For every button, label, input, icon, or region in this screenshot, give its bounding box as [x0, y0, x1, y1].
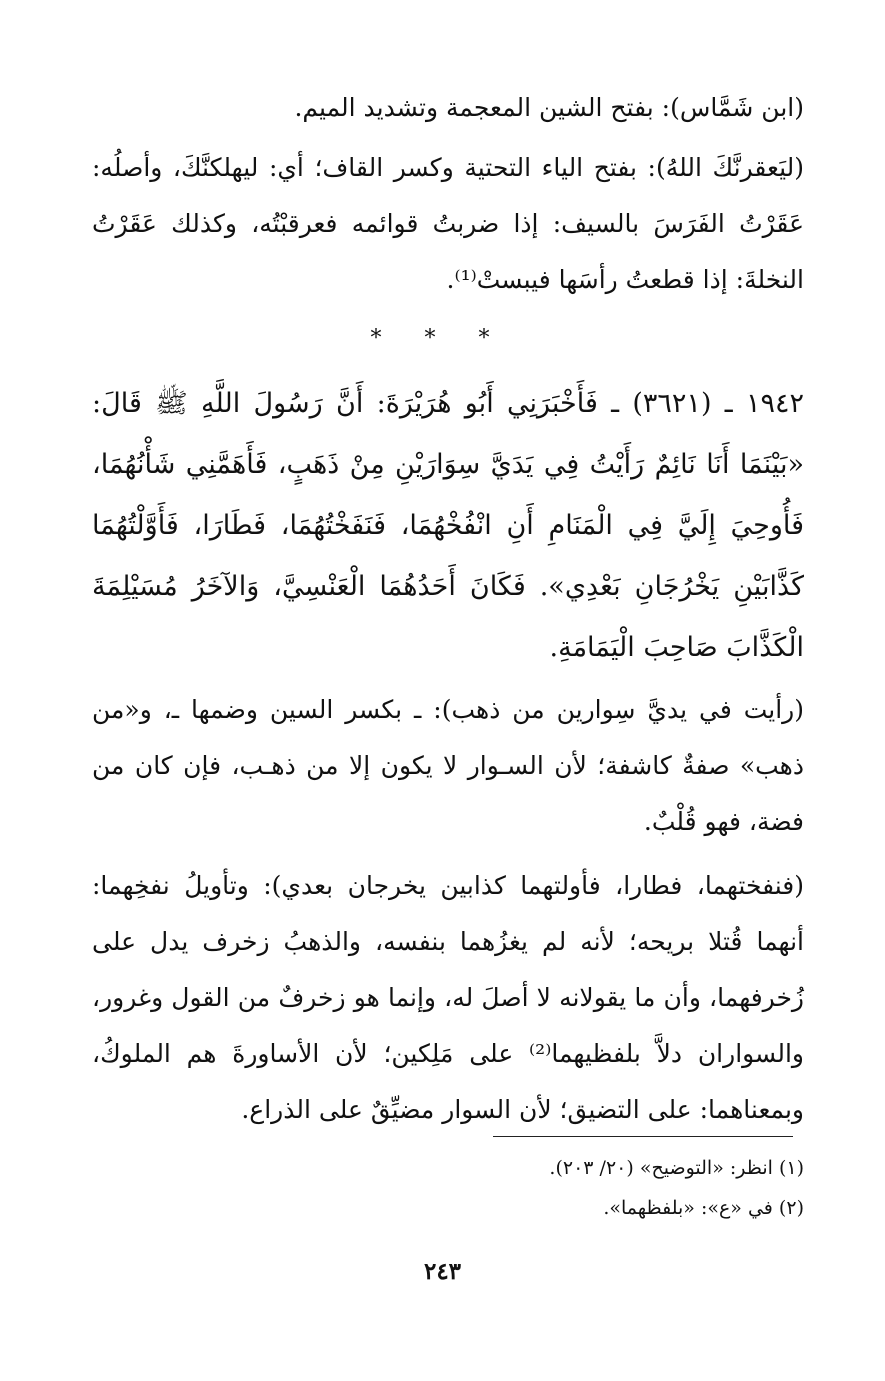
footnotes — [92, 1148, 804, 1228]
footnote-divider — [493, 1136, 793, 1137]
paragraph-yaqiranna: (ليَعقرنَّكَ اللهُ): بفتح الياء التحتية وكسر القاف؛ أي: ليهلكنَّكَ، وأصلُه: عَقَرْتُ الفَرَسَ بالسيف: إذا ضربتُ قوائمه فعرقبْتُه، وكذلك عَقَرْتُ النخلةَ: إذا قطعتُ رأسَها فيبستْ⁽¹⁾. — [92, 153, 804, 294]
page-number: ٢٤٣ — [423, 1258, 462, 1285]
paragraph-ibn-shammas: (ابن شَمَّاس): بفتح الشين المعجمة وتشديد الميم. — [294, 93, 804, 122]
paragraph-nafakhtuhuma: (فنفختهما، فطارا، فأولتهما كذابين يخرجان بعدي): وتأويلُ نفخِهما: أنهما قُتلا بريحه؛ لأنه لم يغزُهما بنفسه، والذهبُ زخرف يدل على زُخرفهما، وأن ما يقولانه لا أصلَ له، وإنما هو زخرفٌ من القول وغرور، والسواران دلاَّ بلفظيهما⁽²⁾ على مَلِكين؛ لأن الأساورةَ هم الملوكُ، وبمعناهما: على التضيق؛ لأن السوار مضيِّقٌ على الذراع. — [92, 871, 804, 1124]
footnote-2: (٢) في «ع»: «بلفظهما». — [603, 1197, 804, 1219]
section-separator: * * * — [370, 326, 508, 351]
footnote-1: (١) انظر: «التوضيح» (٢٠/ ٢٠٣). — [549, 1157, 804, 1179]
hadith-text: ١٩٤٢ ـ (٣٦٢١) ـ فَأَخْبَرَنِي أَبُو هُرَيْرَةَ: أَنَّ رَسُولَ اللَّهِ ﷺ قَالَ: «بَيْنَمَا أَنَا نَائِمٌ رَأَيْتُ فِي يَدَيَّ سِوَارَيْنِ مِنْ ذَهَبٍ، فَأَهَمَّنِي شَأْنُهُمَا، فَأُوحِيَ إِلَيَّ فِي الْمَنَامِ أَنِ انْفُخْهُمَا، فَنَفَخْتُهُمَا، فَطَارَا، فَأَوَّلْتُهُمَا كَذَّابَيْنِ يَخْرُجَانِ بَعْدِي». فَكَانَ أَحَدُهُمَا الْعَنْسِيَّ، وَالآخَرُ مُسَيْلِمَةَ الْكَذَّابَ صَاحِبَ الْيَمَامَةِ. — [92, 388, 804, 663]
paragraph-siwarayn: (رأيت في يديَّ سِوارين من ذهب): ـ بكسر السين وضمها ـ، و«من ذهب» صفةٌ كاشفة؛ لأن السـوار لا يكون إلا من ذهـب، فإن كان من فضة، فهو قُلْبٌ. — [92, 695, 804, 836]
page-body — [92, 80, 804, 1138]
